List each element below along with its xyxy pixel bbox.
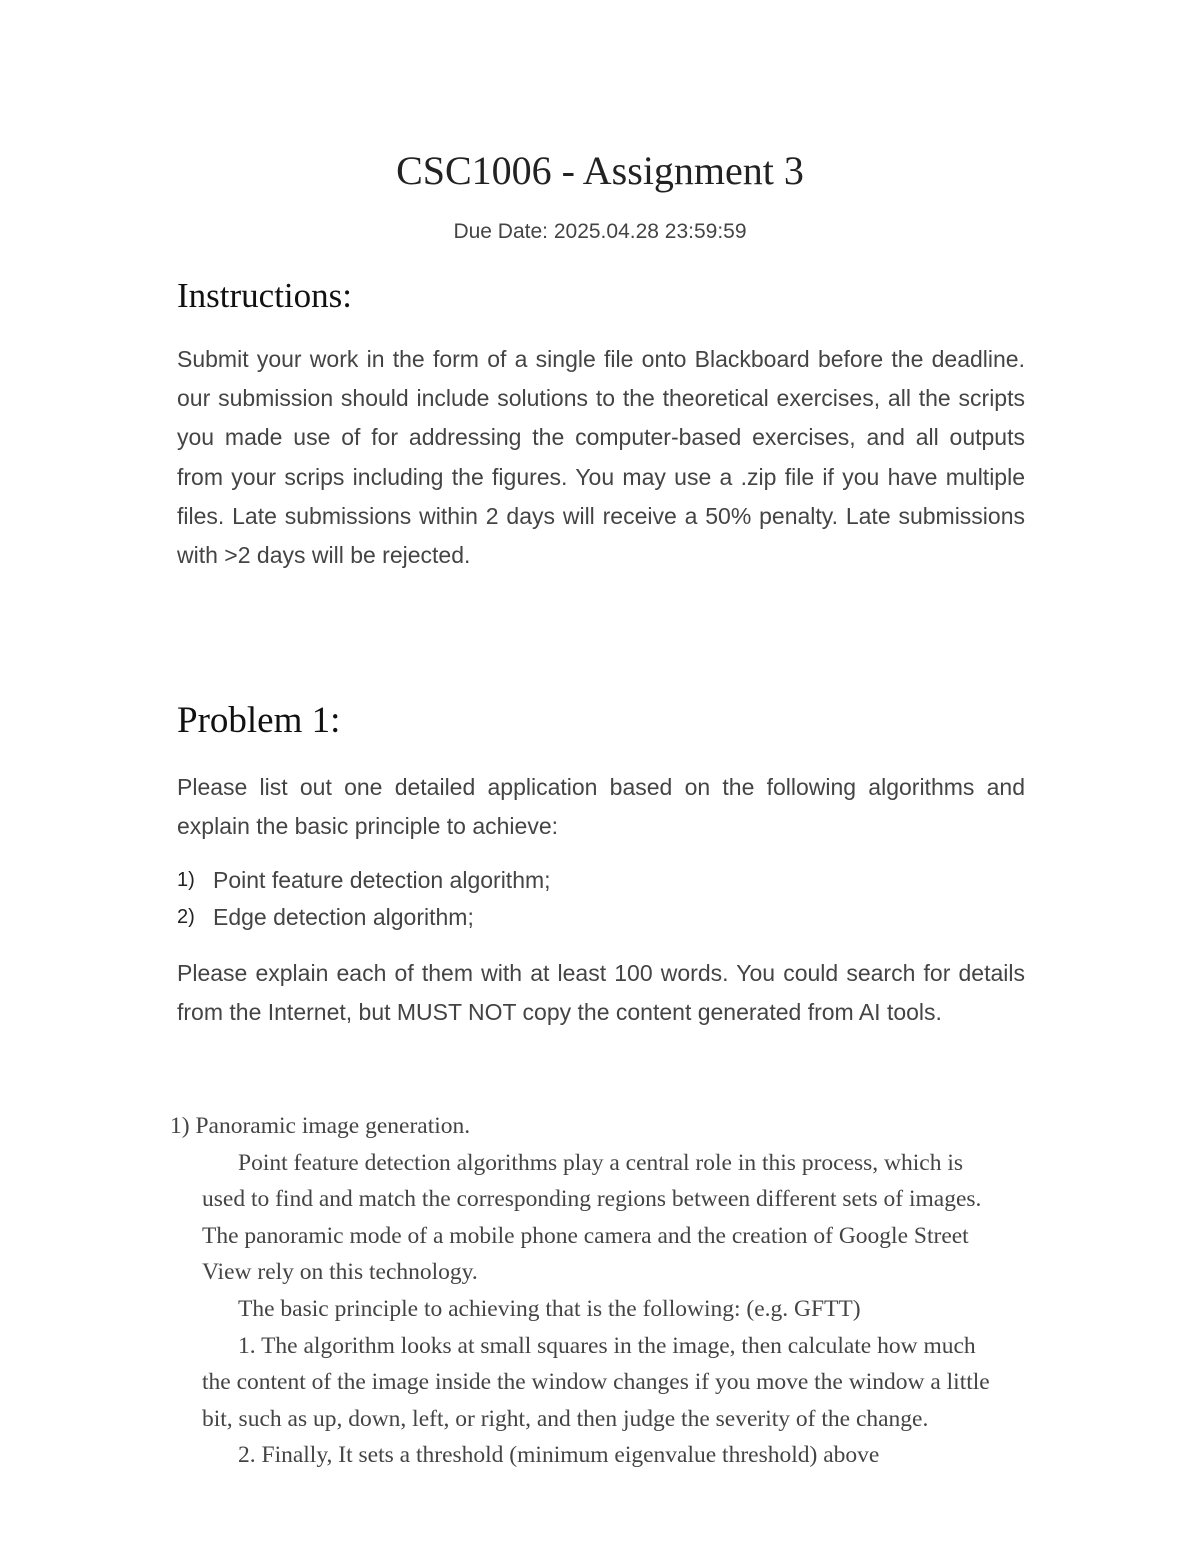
problem1-heading: Problem 1: (177, 700, 341, 741)
document-title: CSC1006 - Assignment 3 (396, 148, 804, 193)
instructions-heading: Instructions: (177, 276, 352, 315)
answer-heading: 1) Panoramic image generation. (170, 1113, 471, 1139)
algorithm-list (177, 862, 551, 936)
answer-paragraph: Point feature detection algorithms play a central role in this process, which is used to find and match the corresponding regions between different sets of images. The panoramic mode of a mobile phone camera and the creation of Google Street View rely on this technology. (202, 1149, 982, 1286)
list-number: 2) (177, 906, 195, 928)
answer-body (170, 1145, 992, 1474)
list-number: 1) (177, 869, 195, 891)
answer-paragraph: 2. Finally, It sets a threshold (minimum eigenvalue threshold) above (238, 1442, 880, 1469)
due-date: Due Date: 2025.04.28 23:59:59 (453, 220, 747, 243)
problem1-prompt: Please list out one detailed application based on the following algorithms and explain the basic principle to achieve: (177, 774, 1025, 840)
answer-paragraph: 1. The algorithm looks at small squares in the image, then calculate how much the content of the image inside the window changes if you move the window a little bit, such as up, down, left, or right, and then judge the severity of the change. (202, 1332, 990, 1432)
instructions-text: Submit your work in the form of a single file onto Blackboard before the deadline. our submission should include solutions to the theoretical exercises, all the scripts you made use of for addressing the computer-based exercises, and all outputs from your scrips including the figures. You may use a .zip file if you have multiple files. Late submissions within 2 days will receive a 50% penalty. Late submissions with >2 days will be rejected. (177, 346, 1025, 569)
answer-paragraph: The basic principle to achieving that is the following: (e.g. GFTT) (238, 1295, 861, 1322)
list-item-label: Edge detection algorithm; (213, 904, 474, 930)
answer-section (170, 1108, 1030, 1474)
list-item (177, 862, 551, 899)
list-item (177, 899, 551, 936)
list-item-label: Point feature detection algorithm; (213, 867, 551, 893)
problem1-explain: Please explain each of them with at least 100 words. You could search for details from the Internet, but MUST NOT copy the content generated from AI tools. (177, 960, 1025, 1026)
